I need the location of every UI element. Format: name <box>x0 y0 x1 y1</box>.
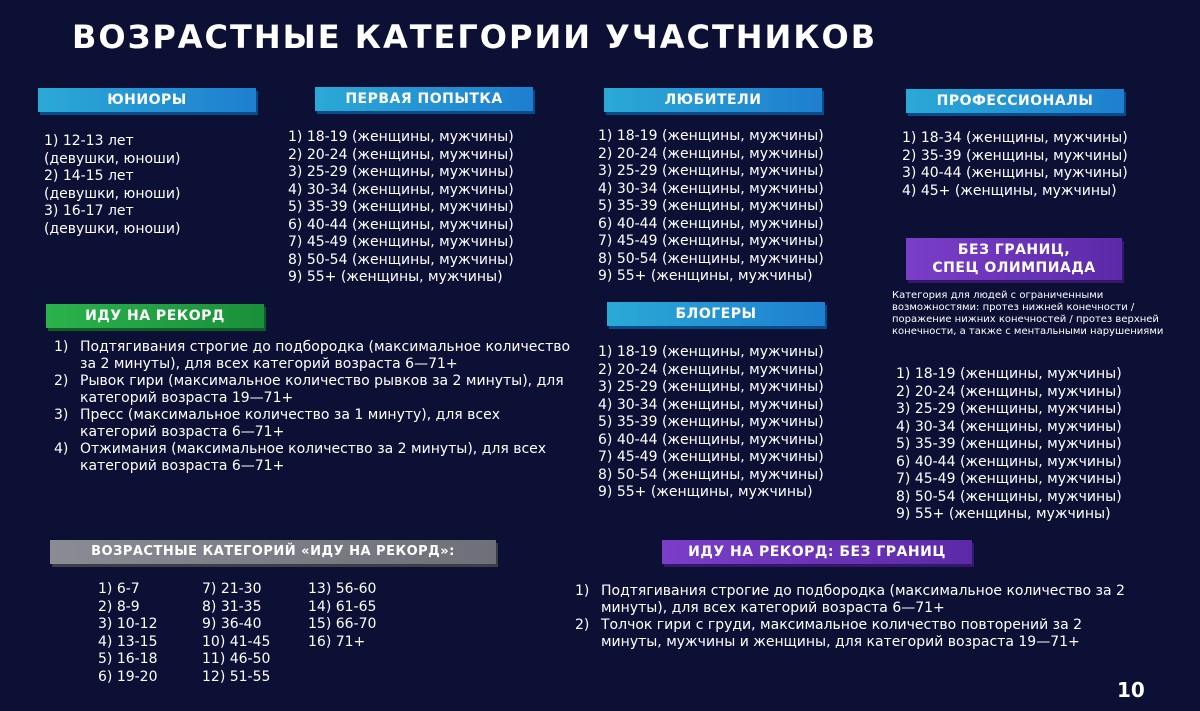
list-item: 1) 18-19 (женщины, мужчины) <box>598 128 824 144</box>
list-item: 2) 20-24 (женщины, мужчины) <box>288 146 514 163</box>
list-item: 13) 56-60 <box>308 581 377 597</box>
juniors-line: (девушки, юноши) <box>44 150 181 167</box>
record-no-limits-header: ИДУ НА РЕКОРД: БЕЗ ГРАНИЦ <box>662 540 972 564</box>
list-item: 3) 25-29 (женщины, мужчины) <box>288 164 514 180</box>
list-item: 7) 21-30 <box>202 581 262 597</box>
juniors-line: 1) 12-13 лет <box>44 133 134 149</box>
list-item: 14) 61-65 <box>308 598 377 615</box>
list-item: 4) 30-34 (женщины, мужчины) <box>598 180 824 197</box>
item-text: Пресс (максимальное количество за 1 минуту), для всех категорий возраста 6—71+ <box>80 407 500 440</box>
list-item: 9) 55+ (женщины, мужчины) <box>598 268 813 284</box>
item-number: 2) <box>54 373 69 389</box>
list-item: 4) 30-34 (женщины, мужчины) <box>288 181 514 198</box>
item-text: Толчок гири с груди, максимальное количество повторений за 2 минуты, мужчины и женщины, для категорий возраста 19—71+ <box>601 617 1083 650</box>
juniors-line: 3) 16-17 лет <box>44 203 134 219</box>
record-ages-col <box>308 581 408 686</box>
no-limits-list <box>896 366 1122 524</box>
no-limits-header-line: БЕЗ ГРАНИЦ, <box>957 242 1071 258</box>
professionals-header: ПРОФЕССИОНАЛЫ <box>906 89 1124 113</box>
list-item: 9) 36-40 <box>202 616 262 632</box>
list-item: 10) 41-45 <box>202 633 271 650</box>
item-text: Рывок гири (максимальное количество рывков за 2 минуты), для категорий возраста 19—71+ <box>80 373 564 406</box>
list-item: 6) 19-20 <box>98 668 158 685</box>
list-item: 4) 30-34 (женщины, мужчины) <box>598 396 824 413</box>
list-item: 11) 46-50 <box>202 651 271 667</box>
list-item: 1) 18-34 (женщины, мужчины) <box>902 130 1128 146</box>
record-list <box>54 339 574 475</box>
list-item: 3) 25-29 (женщины, мужчины) <box>896 401 1122 417</box>
item-number: 1) <box>54 339 69 355</box>
list-item: 5) 35-39 (женщины, мужчины) <box>896 436 1122 452</box>
list-item: 8) 31-35 <box>202 598 262 615</box>
page-number: 10 <box>1117 678 1145 702</box>
record-item <box>54 407 574 441</box>
list-item: 15) 66-70 <box>308 616 377 632</box>
page-title: ВОЗРАСТНЫЕ КАТЕГОРИИ УЧАСТНИКОВ <box>72 18 878 56</box>
list-item: 3) 25-29 (женщины, мужчины) <box>598 379 824 395</box>
no-limits-note: Категория для людей с ограниченными возможностями: протез нижней конечности /поражение нижних конечностей / протез верхней конечности, а также с ментальными нарушениями <box>892 290 1164 337</box>
list-item: 2) 20-24 (женщины, мужчины) <box>598 361 824 378</box>
list-item: 5) 35-39 (женщины, мужчины) <box>598 414 824 430</box>
list-item: 6) 40-44 (женщины, мужчины) <box>598 431 824 448</box>
list-item: 6) 40-44 (женщины, мужчины) <box>598 215 824 232</box>
item-text: Подтягивания строгие до подбородка (максимальное количество за 2 минуты), для всех категорий возраста 6—71+ <box>601 583 1125 616</box>
item-number: 3) <box>54 407 69 423</box>
list-item: 12) 51-55 <box>202 668 271 685</box>
list-item: 5) 35-39 (женщины, мужчины) <box>598 198 824 214</box>
list-item: 6) 40-44 (женщины, мужчины) <box>896 453 1122 470</box>
bloggers-list <box>598 344 824 502</box>
list-item: 4) 45+ (женщины, мужчины) <box>902 182 1117 199</box>
record-item <box>54 373 574 407</box>
list-item: 3) 10-12 <box>98 616 158 632</box>
item-number: 2) <box>575 617 590 633</box>
record-ages-col <box>202 581 308 686</box>
list-item: 5) 35-39 (женщины, мужчины) <box>288 199 514 215</box>
list-item: 2) 35-39 (женщины, мужчины) <box>902 147 1128 164</box>
list-item: 6) 40-44 (женщины, мужчины) <box>288 216 514 233</box>
list-item: 3) 40-44 (женщины, мужчины) <box>902 165 1128 181</box>
record-ages-header: ВОЗРАСТНЫЕ КАТЕГОРИЙ «ИДУ НА РЕКОРД»: <box>50 540 496 564</box>
first-attempt-header: ПЕРВАЯ ПОПЫТКА <box>315 87 533 111</box>
list-item: 2) 8-9 <box>98 598 140 615</box>
list-item: 8) 50-54 (женщины, мужчины) <box>598 466 824 483</box>
list-item: 3) 25-29 (женщины, мужчины) <box>598 163 824 179</box>
item-number: 1) <box>575 583 590 599</box>
juniors-list <box>44 133 180 238</box>
record-header: ИДУ НА РЕКОРД <box>46 304 264 328</box>
list-item: 1) 18-19 (женщины, мужчины) <box>288 129 514 145</box>
record-item <box>575 617 1135 651</box>
list-item: 16) 71+ <box>308 633 366 650</box>
list-item: 9) 55+ (женщины, мужчины) <box>288 269 503 285</box>
item-text: Подтягивания строгие до подбородка (максимальное количество за 2 минуты), для всех категорий возраста 6—71+ <box>80 339 571 372</box>
list-item: 7) 45-49 (женщины, мужчины) <box>598 233 824 249</box>
juniors-line: (девушки, юноши) <box>44 185 181 202</box>
list-item: 9) 55+ (женщины, мужчины) <box>598 484 813 500</box>
item-text: Отжимания (максимальное количество за 2 минуты), для всех категорий возраста 6—71+ <box>80 441 547 474</box>
record-item <box>575 583 1135 617</box>
list-item: 7) 45-49 (женщины, мужчины) <box>598 449 824 465</box>
list-item: 5) 16-18 <box>98 651 158 667</box>
juniors-line: (девушки, юноши) <box>44 220 181 237</box>
record-item <box>54 339 574 373</box>
record-item <box>54 441 574 475</box>
bloggers-header: БЛОГЕРЫ <box>607 302 825 326</box>
list-item: 1) 18-19 (женщины, мужчины) <box>896 366 1122 382</box>
record-ages-col <box>98 581 202 686</box>
list-item: 8) 50-54 (женщины, мужчины) <box>288 251 514 268</box>
list-item: 4) 13-15 <box>98 633 158 650</box>
list-item: 8) 50-54 (женщины, мужчины) <box>598 250 824 267</box>
no-limits-header-line: СПЕЦ ОЛИМПИАДА <box>932 260 1096 276</box>
juniors-header: ЮНИОРЫ <box>38 88 256 112</box>
list-item: 1) 18-19 (женщины, мужчины) <box>598 344 824 360</box>
list-item: 4) 30-34 (женщины, мужчины) <box>896 418 1122 435</box>
list-item: 2) 20-24 (женщины, мужчины) <box>896 383 1122 400</box>
list-item: 7) 45-49 (женщины, мужчины) <box>896 471 1122 487</box>
list-item: 8) 50-54 (женщины, мужчины) <box>896 488 1122 505</box>
professionals-list <box>902 130 1128 200</box>
list-item: 2) 20-24 (женщины, мужчины) <box>598 145 824 162</box>
list-item: 1) 6-7 <box>98 581 140 597</box>
juniors-line: 2) 14-15 лет <box>44 168 134 184</box>
record-ages-columns <box>98 581 408 686</box>
no-limits-header <box>906 238 1122 280</box>
amateurs-list <box>598 128 824 286</box>
amateurs-header: ЛЮБИТЕЛИ <box>604 88 822 112</box>
list-item: 9) 55+ (женщины, мужчины) <box>896 506 1111 522</box>
record-no-limits-list <box>575 583 1135 651</box>
first-attempt-list <box>288 129 514 287</box>
item-number: 4) <box>54 441 69 457</box>
list-item: 7) 45-49 (женщины, мужчины) <box>288 234 514 250</box>
